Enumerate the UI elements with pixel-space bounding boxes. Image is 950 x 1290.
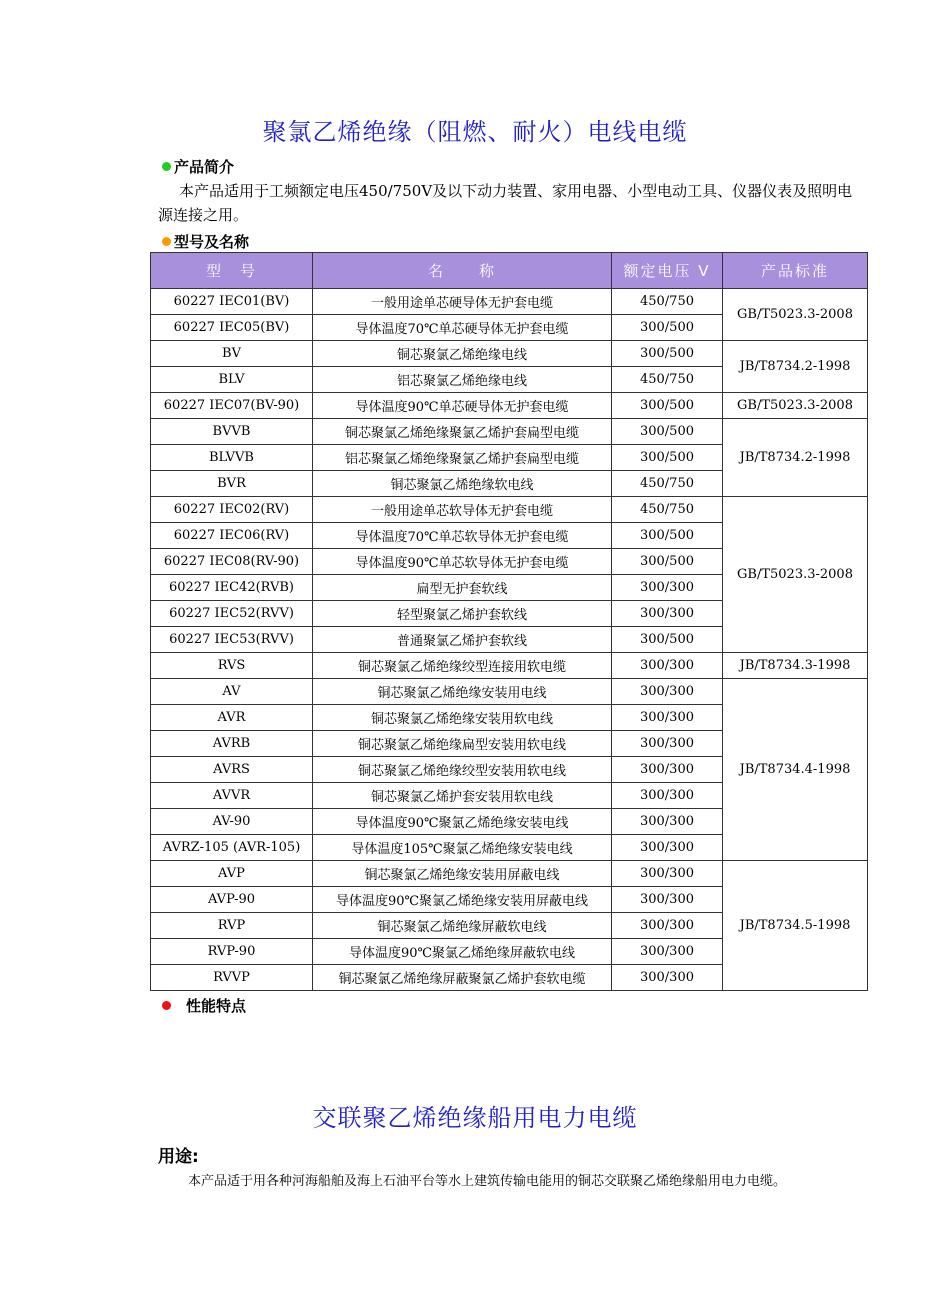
cell-standard: GB/T5023.3-2008	[723, 289, 868, 341]
cell-model: 60227 IEC52(RVV)	[151, 601, 313, 627]
cell-standard: JB/T8734.4-1998	[723, 679, 868, 861]
cell-model: 60227 IEC02(RV)	[151, 497, 313, 523]
table-row	[151, 419, 868, 445]
table-row	[151, 497, 868, 523]
cell-model: AV-90	[151, 809, 313, 835]
table-body	[151, 289, 868, 991]
cell-model: 60227 IEC53(RVV)	[151, 627, 313, 653]
section-models-heading	[162, 231, 249, 252]
cell-voltage: 300/300	[612, 757, 723, 783]
header-voltage: 额定电压 V	[612, 253, 723, 289]
table-row	[151, 341, 868, 367]
cell-model: AVR	[151, 705, 313, 731]
cell-name: 铜芯聚氯乙烯绝缘软电线	[313, 471, 612, 497]
cell-name: 铜芯聚氯乙烯绝缘安装用软电线	[313, 705, 612, 731]
header-name: 名 称	[313, 253, 612, 289]
cell-model: RVVP	[151, 965, 313, 991]
intro-paragraph: 本产品适用于工频额定电压450/750V及以下动力装置、家用电器、小型电动工具、仪器仪表及照明电源连接之用。	[158, 182, 853, 224]
intro-heading-text: 产品简介	[174, 158, 235, 176]
table-row	[151, 861, 868, 887]
second-document-title: 交联聚乙烯绝缘船用电力电缆	[312, 1104, 638, 1132]
cell-name: 扁型无护套软线	[313, 575, 612, 601]
cell-name: 导体温度90℃聚氯乙烯绝缘屏蔽软电线	[313, 939, 612, 965]
header-model: 型 号	[151, 253, 313, 289]
cell-voltage: 450/750	[612, 289, 723, 315]
cell-name: 导体温度90℃单芯硬导体无护套电缆	[313, 393, 612, 419]
cell-voltage: 300/300	[612, 731, 723, 757]
cell-model: BLV	[151, 367, 313, 393]
cell-name: 铝芯聚氯乙烯绝缘聚氯乙烯护套扁型电缆	[313, 445, 612, 471]
cell-model: 60227 IEC06(RV)	[151, 523, 313, 549]
section-intro-heading	[162, 156, 234, 177]
cell-name: 导体温度105℃聚氯乙烯绝缘安装电线	[313, 835, 612, 861]
cell-name: 铜芯聚氯乙烯绝缘安装用电线	[313, 679, 612, 705]
header-standard: 产品标准	[723, 253, 868, 289]
cell-voltage: 300/300	[612, 939, 723, 965]
cell-voltage: 300/300	[612, 965, 723, 991]
section-features-heading	[162, 995, 246, 1016]
cell-voltage: 300/300	[612, 913, 723, 939]
cell-name: 导体温度70℃单芯硬导体无护套电缆	[313, 315, 612, 341]
cell-voltage: 300/300	[612, 653, 723, 679]
cell-voltage: 300/300	[612, 679, 723, 705]
document-title: 聚氯乙烯绝缘（阻燃、耐火）电线电缆	[262, 118, 688, 146]
cell-voltage: 450/750	[612, 497, 723, 523]
cell-model: BLVVB	[151, 445, 313, 471]
cell-name: 导体温度90℃聚氯乙烯绝缘安装电线	[313, 809, 612, 835]
cell-standard: GB/T5023.3-2008	[723, 497, 868, 653]
cell-name: 铜芯聚氯乙烯护套安装用软电线	[313, 783, 612, 809]
cell-name: 铜芯聚氯乙烯绝缘屏蔽聚氯乙烯护套软电缆	[313, 965, 612, 991]
cell-voltage: 300/300	[612, 835, 723, 861]
cell-model: 60227 IEC42(RVB)	[151, 575, 313, 601]
cell-voltage: 300/500	[612, 627, 723, 653]
cell-voltage: 450/750	[612, 471, 723, 497]
table-row	[151, 289, 868, 315]
cell-name: 一般用途单芯软导体无护套电缆	[313, 497, 612, 523]
cell-name: 铜芯聚氯乙烯绝缘扁型安装用软电线	[313, 731, 612, 757]
cell-model: AV	[151, 679, 313, 705]
cell-model: RVP-90	[151, 939, 313, 965]
cell-model: BVVB	[151, 419, 313, 445]
cell-voltage: 300/500	[612, 549, 723, 575]
cell-standard: JB/T8734.3-1998	[723, 653, 868, 679]
table-row	[151, 679, 868, 705]
cell-model: AVRZ-105 (AVR-105)	[151, 835, 313, 861]
cell-model: AVP-90	[151, 887, 313, 913]
cell-name: 普通聚氯乙烯护套软线	[313, 627, 612, 653]
table-row	[151, 653, 868, 679]
cell-name: 导体温度70℃单芯软导体无护套电缆	[313, 523, 612, 549]
cell-name: 铜芯聚氯乙烯绝缘安装用屏蔽电线	[313, 861, 612, 887]
cell-name: 导体温度90℃单芯软导体无护套电缆	[313, 549, 612, 575]
cell-model: AVRS	[151, 757, 313, 783]
features-heading-text: 性能特点	[186, 997, 247, 1015]
cell-voltage: 300/500	[612, 341, 723, 367]
cell-voltage: 300/500	[612, 523, 723, 549]
cell-voltage: 300/300	[612, 783, 723, 809]
cell-voltage: 300/300	[612, 809, 723, 835]
cell-voltage: 450/750	[612, 367, 723, 393]
cell-voltage: 300/500	[612, 315, 723, 341]
cell-model: RVS	[151, 653, 313, 679]
cell-model: AVRB	[151, 731, 313, 757]
cell-model: AVVR	[151, 783, 313, 809]
cell-standard: JB/T8734.5-1998	[723, 861, 868, 991]
usage-label: 用途:	[158, 1147, 199, 1167]
cell-name: 铝芯聚氯乙烯绝缘电线	[313, 367, 612, 393]
cell-voltage: 300/300	[612, 887, 723, 913]
cell-model: 60227 IEC07(BV-90)	[151, 393, 313, 419]
cell-name: 铜芯聚氯乙烯绝缘屏蔽软电线	[313, 913, 612, 939]
table-header-row	[151, 253, 868, 289]
cell-voltage: 300/500	[612, 419, 723, 445]
table-row	[151, 393, 868, 419]
cell-voltage: 300/300	[612, 861, 723, 887]
cell-name: 一般用途单芯硬导体无护套电缆	[313, 289, 612, 315]
cell-name: 铜芯聚氯乙烯绝缘绞型连接用软电缆	[313, 653, 612, 679]
bullet-dot-icon	[162, 237, 171, 246]
cell-voltage: 300/500	[612, 445, 723, 471]
cell-name: 铜芯聚氯乙烯绝缘电线	[313, 341, 612, 367]
cell-model: AVP	[151, 861, 313, 887]
cell-voltage: 300/300	[612, 575, 723, 601]
cable-models-table	[150, 252, 868, 991]
cell-standard: JB/T8734.2-1998	[723, 419, 868, 497]
cell-name: 导体温度90℃聚氯乙烯绝缘安装用屏蔽电线	[313, 887, 612, 913]
cell-voltage: 300/300	[612, 705, 723, 731]
cell-model: BVR	[151, 471, 313, 497]
cell-standard: JB/T8734.2-1998	[723, 341, 868, 393]
cell-voltage: 300/500	[612, 393, 723, 419]
cell-model: 60227 IEC01(BV)	[151, 289, 313, 315]
cell-standard: GB/T5023.3-2008	[723, 393, 868, 419]
models-heading-text: 型号及名称	[174, 233, 250, 251]
cell-model: BV	[151, 341, 313, 367]
cell-model: 60227 IEC05(BV)	[151, 315, 313, 341]
cell-model: RVP	[151, 913, 313, 939]
cell-model: 60227 IEC08(RV-90)	[151, 549, 313, 575]
bullet-dot-icon	[162, 1001, 171, 1010]
cell-name: 铜芯聚氯乙烯绝缘绞型安装用软电线	[313, 757, 612, 783]
cell-voltage: 300/300	[612, 601, 723, 627]
cell-name: 轻型聚氯乙烯护套软线	[313, 601, 612, 627]
cell-name: 铜芯聚氯乙烯绝缘聚氯乙烯护套扁型电缆	[313, 419, 612, 445]
bullet-dot-icon	[162, 162, 171, 171]
usage-text: 本产品适于用各种河海船舶及海上石油平台等水上建筑传输电能用的铜芯交联聚乙烯绝缘船用电力电缆。	[188, 1174, 787, 1189]
